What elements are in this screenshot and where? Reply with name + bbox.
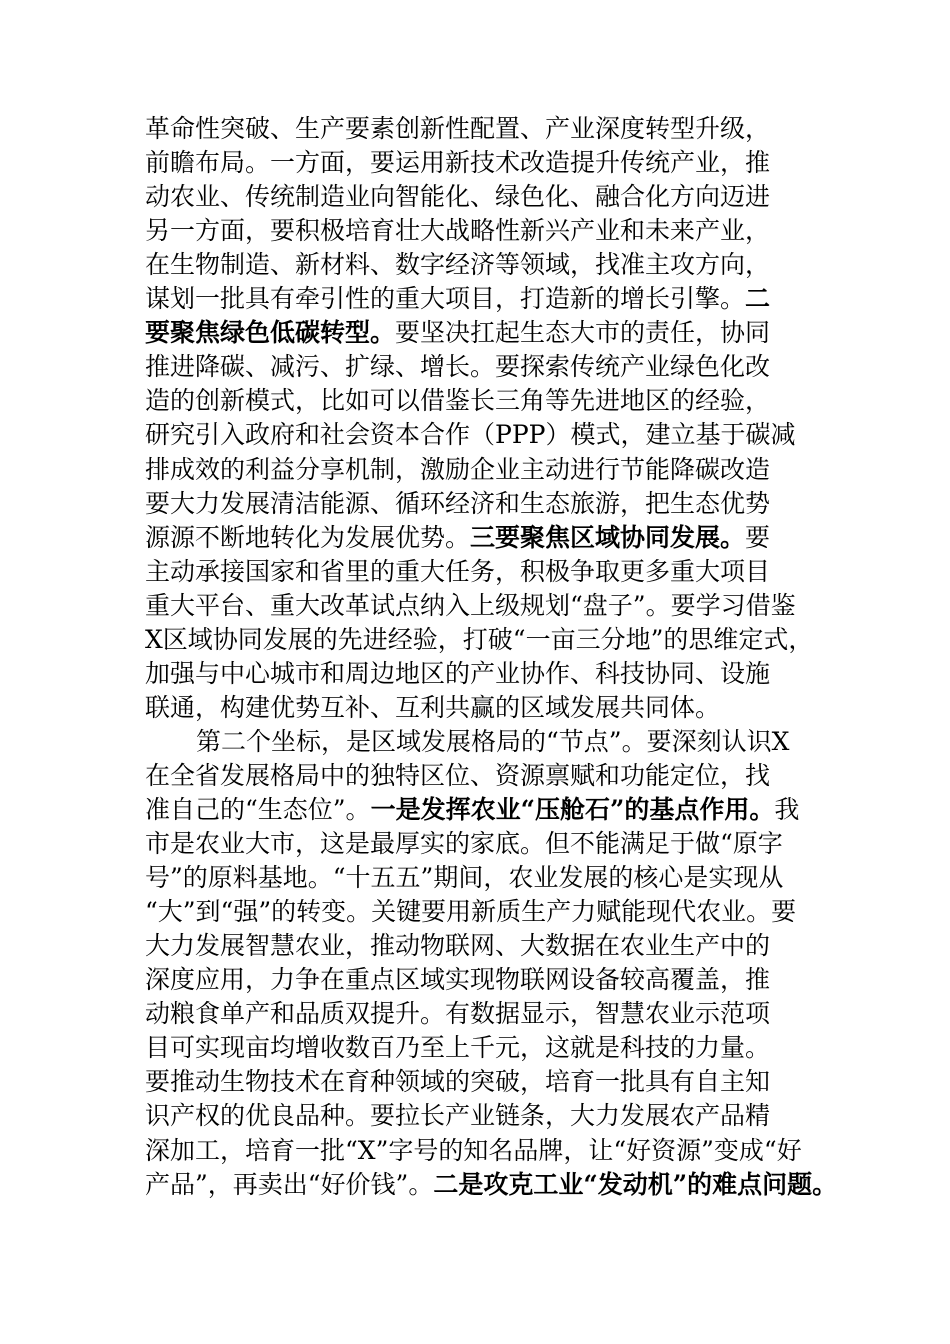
text-line — [145, 997, 770, 1031]
text-line — [145, 963, 770, 997]
text-segment: 要 — [745, 523, 771, 552]
text-segment: 主动承接国家和省里的重大任务，积极争取更多重大项目 — [145, 557, 771, 586]
text-segment: 在全省发展格局中的独特区位、资源禀赋和功能定位，找 — [145, 761, 771, 790]
text-segment: 目可实现亩均增收数百乃至上千元，这就是科技的力量。 — [145, 1033, 771, 1062]
text-segment: 准自己的“生态位”。 — [145, 795, 371, 824]
text-segment: 加强与中心城市和周边地区的产业协作、科技协同、设施 — [145, 659, 771, 688]
text-segment: 大力发展智慧农业，推动物联网、大数据在农业生产中的 — [145, 931, 771, 960]
text-line — [145, 1031, 770, 1065]
text-segment: 推进降碳、减污、扩绿、增长。要探索传统产业绿色化改 — [145, 352, 771, 381]
text-line — [145, 418, 795, 452]
bold-text-segment: 三要聚焦区域协同发展。 — [470, 523, 746, 552]
text-line — [145, 1099, 770, 1133]
text-segment: 造的创新模式，比如可以借鉴长三角等先进地区的经验， — [145, 386, 771, 415]
text-segment: 谋划一批具有牵引性的重大项目，打造新的增长引擎。 — [145, 284, 746, 313]
text-segment: 要大力发展清洁能源、循环经济和生态旅游，把生态优势 — [145, 489, 771, 518]
text-line — [145, 214, 770, 248]
text-line — [145, 384, 770, 418]
text-line — [145, 180, 770, 214]
text-line — [196, 725, 789, 759]
text-line — [145, 248, 770, 282]
text-line — [145, 1134, 802, 1168]
text-segment: 市是农业大市，这是最厚实的家底。但不能满足于做“原字 — [145, 829, 783, 858]
text-line — [145, 350, 770, 384]
text-line — [145, 861, 783, 895]
text-segment: 我 — [774, 795, 800, 824]
text-segment: 产品”，再卖出“好价钱”。 — [145, 1170, 434, 1199]
text-line — [145, 623, 813, 657]
text-segment: 动粮食单产和品质双提升。有数据显示，智慧农业示范项 — [145, 999, 771, 1028]
text-segment: 深度应用，力争在重点区域实现物联网设备较高覆盖，推 — [145, 965, 771, 994]
text-line — [145, 146, 770, 180]
text-segment: 排成效的利益分享机制，激励企业主动进行节能降碳改造 — [145, 455, 771, 484]
text-line — [145, 657, 770, 691]
bold-text-segment: 要聚焦绿色低碳转型。 — [145, 318, 396, 347]
text-line — [145, 793, 799, 827]
text-segment: 源源不断地转化为发展优势。 — [145, 523, 471, 552]
text-line — [145, 929, 770, 963]
text-line — [145, 759, 770, 793]
text-line — [145, 316, 770, 350]
text-segment: 另一方面，要积极培育壮大战略性新兴产业和未来产业， — [145, 216, 771, 245]
text-segment: 革命性突破、生产要素创新性配置、产业深度转型升级， — [145, 114, 771, 143]
text-segment: 要坚决扛起生态大市的责任，协同 — [395, 318, 771, 347]
text-segment: 深加工，培育一批“X”字号的知名品牌，让“好资源”变成“好 — [145, 1136, 802, 1165]
text-segment: 研究引入政府和社会资本合作（PPP）模式，建立基于碳减 — [145, 420, 796, 449]
text-line — [145, 827, 783, 861]
text-segment: 动农业、传统制造业向智能化、绿色化、融合化方向迈进 — [145, 182, 771, 211]
text-line — [145, 1065, 770, 1099]
text-line — [145, 691, 720, 725]
text-segment: “大”到“强”的转变。关键要用新质生产力赋能现代农业。要 — [145, 897, 797, 926]
text-line — [145, 589, 796, 623]
text-segment: 识产权的优良品种。要拉长产业链条，大力发展农产品精 — [145, 1101, 771, 1130]
text-line — [145, 895, 796, 929]
text-line — [145, 555, 770, 589]
text-segment: 在生物制造、新材料、数字经济等领域，找准主攻方向， — [145, 250, 771, 279]
text-segment: 要推动生物技术在育种领域的突破，培育一批具有自主知 — [145, 1067, 771, 1096]
text-segment: 联通，构建优势互补、互利共赢的区域发展共同体。 — [145, 693, 721, 722]
text-line — [145, 487, 770, 521]
text-segment: X区域协同发展的先进经验，打破“一亩三分地”的思维定式， — [145, 625, 814, 654]
bold-text-segment: 二 — [745, 284, 771, 313]
bold-text-segment: 一是发挥农业“压舱石”的基点作用。 — [370, 795, 775, 824]
text-segment: 前瞻布局。一方面，要运用新技术改造提升传统产业，推 — [145, 148, 771, 177]
text-line — [145, 521, 770, 555]
text-segment: 第二个坐标，是区域发展格局的“节点”。要深刻认识X — [196, 727, 790, 756]
text-line — [145, 112, 770, 146]
text-line — [145, 453, 770, 487]
text-line — [145, 282, 770, 316]
text-segment: 重大平台、重大改革试点纳入上级规划“盘子”。要学习借鉴 — [145, 591, 796, 620]
text-line — [145, 1168, 837, 1202]
text-segment: 号”的原料基地。“十五五”期间，农业发展的核心是实现从 — [145, 863, 784, 892]
bold-text-segment: 二是攻克工业“发动机”的难点问题。 — [433, 1170, 838, 1199]
